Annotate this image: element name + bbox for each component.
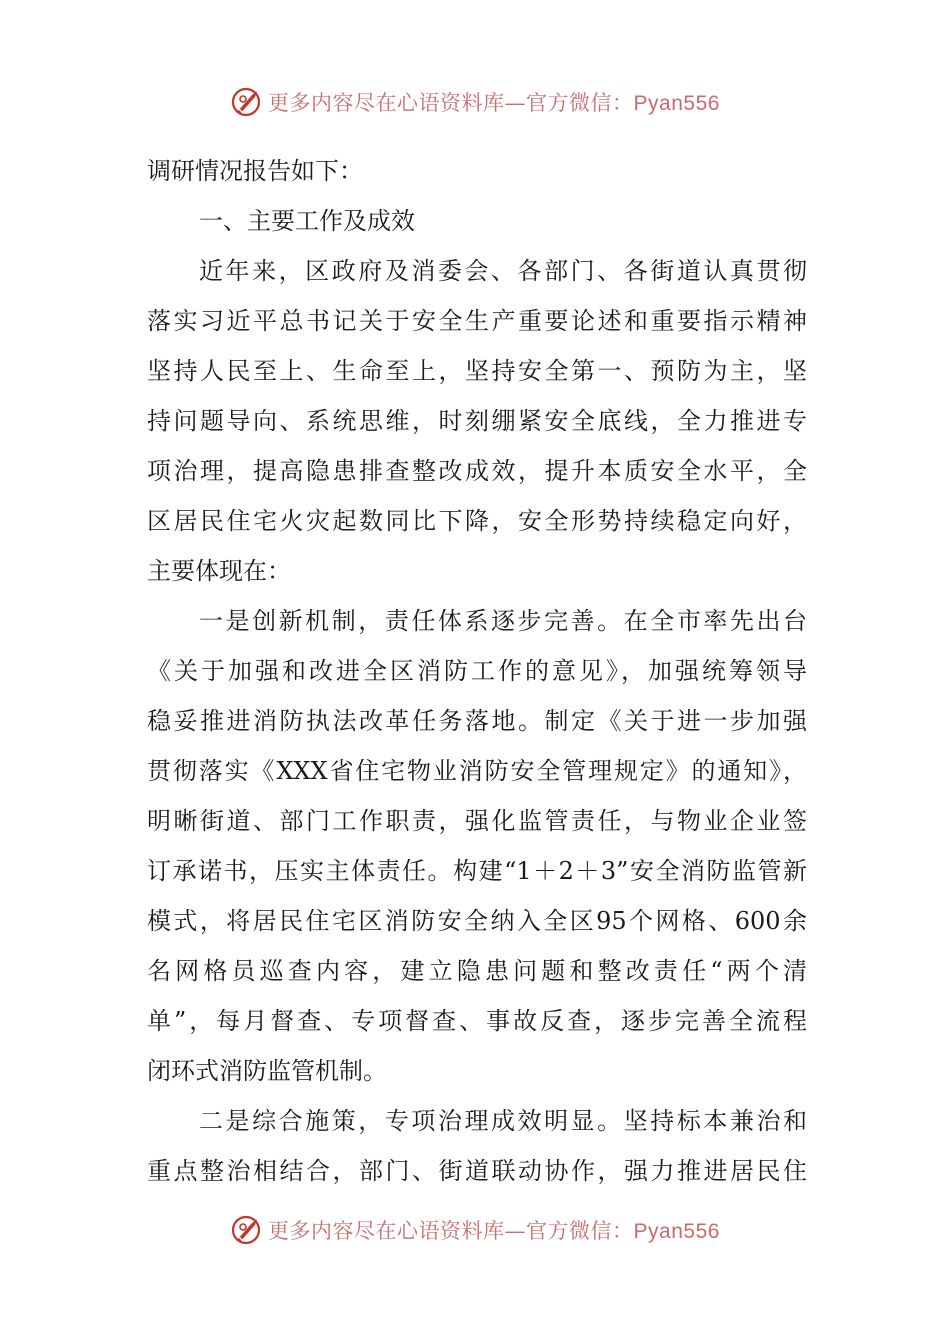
- text-line: 重点整治相结合，部门、街道联动协作，强力推进居民住: [147, 1157, 807, 1185]
- pen-logo-icon: [230, 1213, 264, 1247]
- text-line: 订承诺书，压实主体责任。构建“1＋2＋3”安全消防监管新: [147, 857, 807, 885]
- watermark-text: [268, 1215, 720, 1245]
- watermark-label: 更多内容尽在心语资料库—官方微信：: [268, 91, 634, 115]
- watermark-label: 更多内容尽在心语资料库—官方微信：: [268, 1219, 634, 1243]
- text-line: 主要体现在：: [147, 557, 291, 585]
- text-line: 调研情况报告如下：: [147, 157, 363, 185]
- footer-watermark-banner: [0, 1208, 950, 1252]
- text-line: 单”，每月督查、专项督查、事故反查，逐步完善全流程: [147, 1007, 807, 1035]
- text-line: 稳妥推进消防执法改革任务落地。制定《关于进一步加强: [147, 707, 807, 735]
- text-line: 名网格员巡查内容，建立隐患问题和整改责任“两个清: [147, 957, 807, 985]
- text-line: 近年来，区政府及消委会、各部门、各街道认真贯彻: [199, 257, 807, 285]
- text-line: 坚持人民至上、生命至上，坚持安全第一、预防为主，坚: [147, 357, 807, 385]
- header-watermark-banner: [0, 80, 950, 124]
- watermark-wechat-id: Pyan556: [633, 1220, 720, 1243]
- text-line: 《关于加强和改进全区消防工作的意见》，加强统筹领导: [147, 657, 807, 685]
- text-line: 贯彻落实《XXX省住宅物业消防安全管理规定》的通知》，: [147, 757, 807, 785]
- watermark-text: [268, 87, 720, 117]
- document-body: [147, 146, 807, 1196]
- text-line: 明晰街道、部门工作职责，强化监管责任，与物业企业签: [147, 807, 807, 835]
- pen-logo-icon: [230, 85, 264, 119]
- text-line: 区居民住宅火灾起数同比下降，安全形势持续稳定向好，: [147, 507, 807, 535]
- text-line: 一是创新机制，责任体系逐步完善。在全市率先出台: [199, 607, 807, 635]
- text-line: 持问题导向、系统思维，时刻绷紧安全底线，全力推进专: [147, 407, 807, 435]
- text-line: 一、主要工作及成效: [199, 207, 415, 235]
- text-line: 二是综合施策，专项治理成效明显。坚持标本兼治和: [199, 1107, 807, 1135]
- watermark-wechat-id: Pyan556: [633, 92, 720, 115]
- text-line: 模式，将居民住宅区消防安全纳入全区95个网格、600余: [147, 907, 807, 935]
- text-line: 落实习近平总书记关于安全生产重要论述和重要指示精神: [147, 307, 807, 335]
- text-line: 闭环式消防监管机制。: [147, 1057, 387, 1085]
- text-line: 项治理，提高隐患排查整改成效，提升本质安全水平，全: [147, 457, 807, 485]
